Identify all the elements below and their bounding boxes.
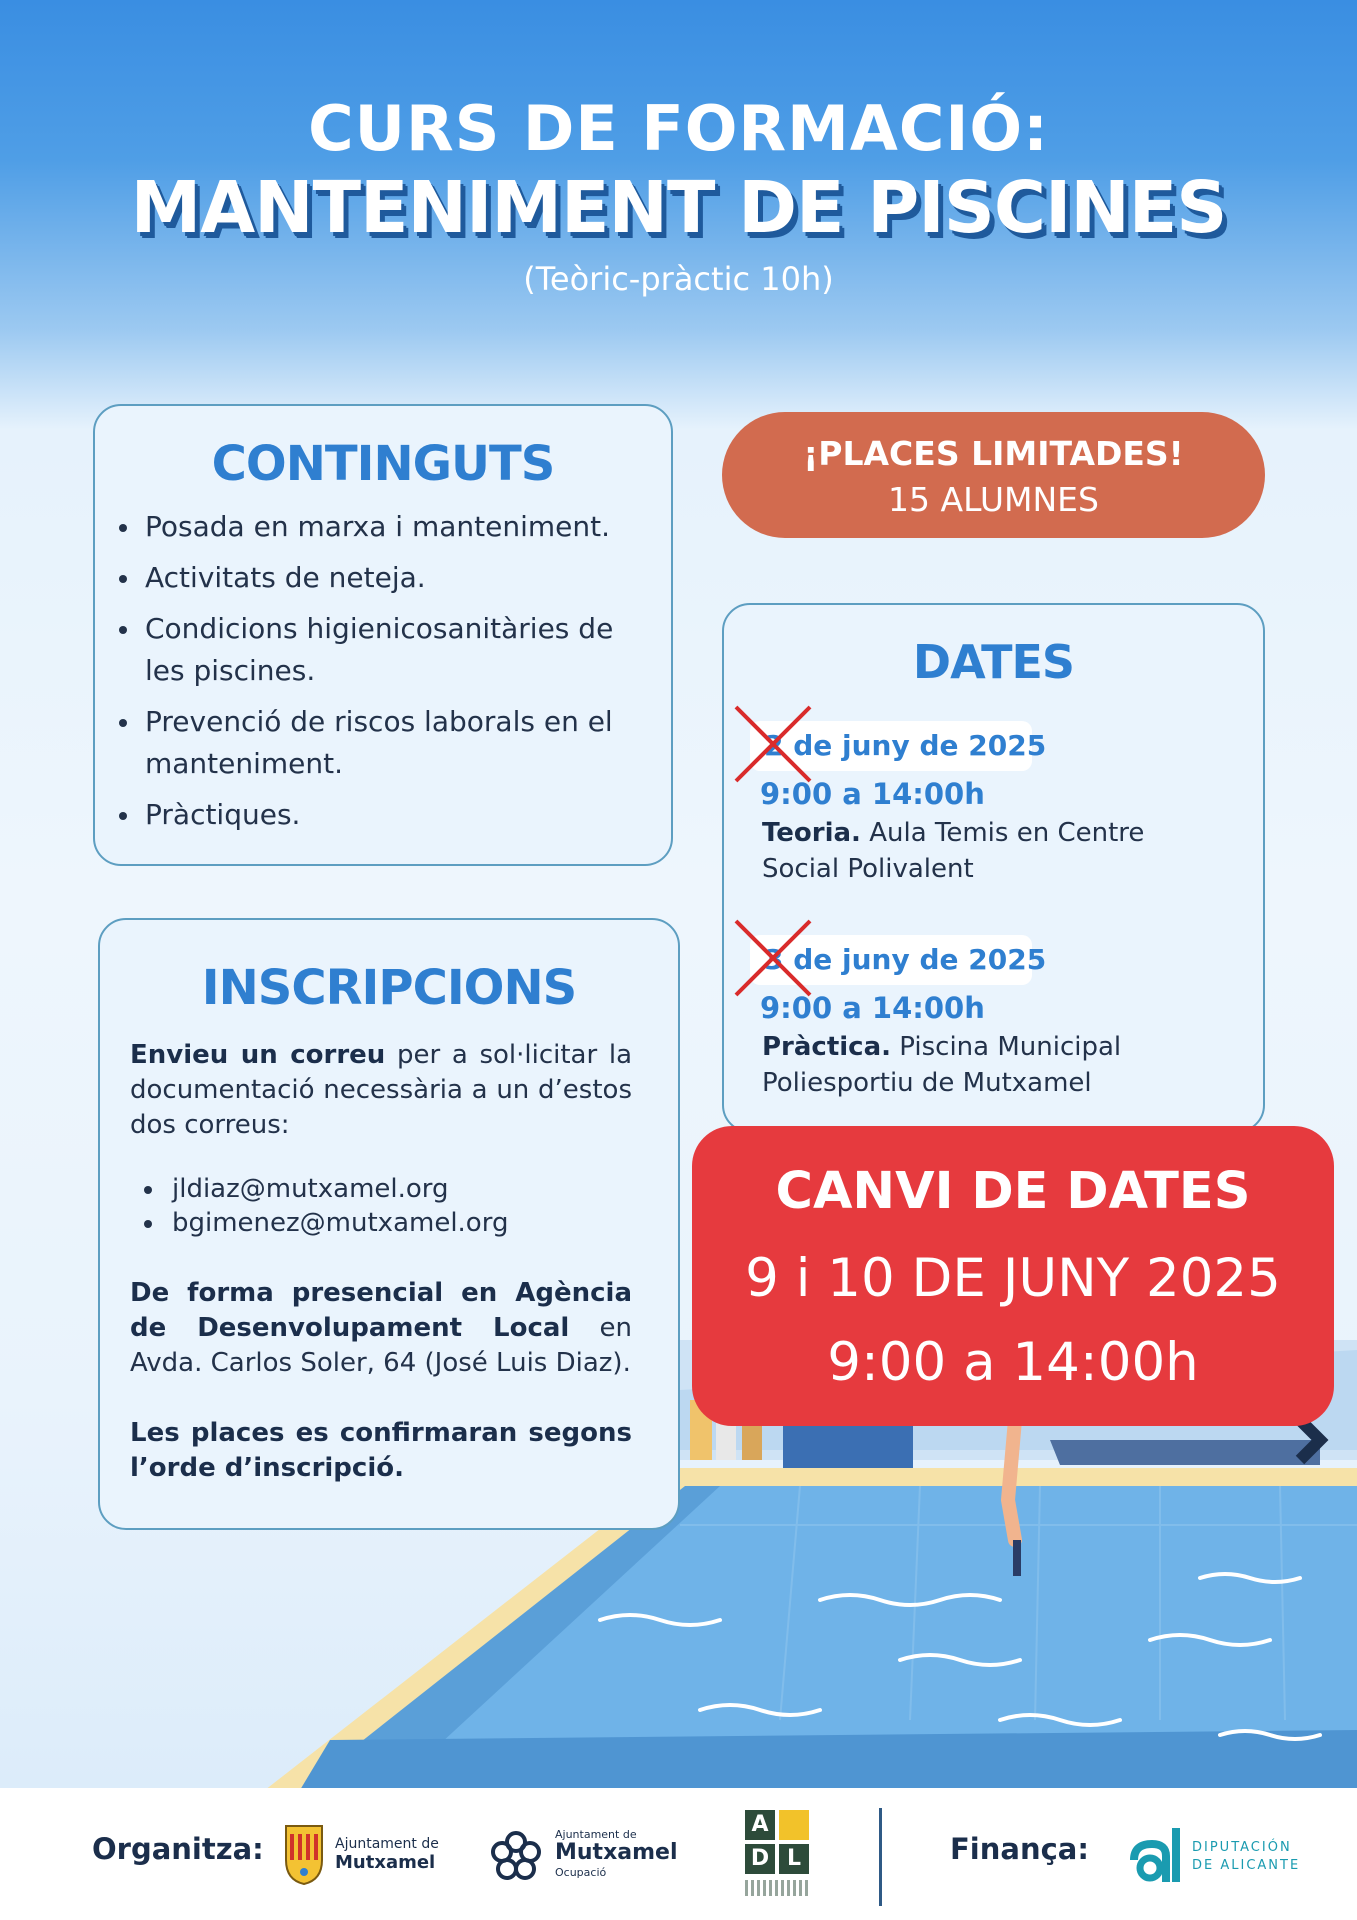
list-item: Condicions higienicosanitàries de les piscines. [117, 608, 637, 692]
email-list [140, 1172, 508, 1240]
logo-ajuntament-line1: Ajuntament de [335, 1836, 439, 1852]
date-change-banner [692, 1126, 1334, 1426]
dates-panel [722, 603, 1265, 1133]
logo-ocupacio-line2: Mutxamel [555, 1840, 678, 1865]
strikeout-cross-icon [730, 915, 816, 1001]
strikeout-cross-icon [730, 701, 816, 787]
organizer-label: Organitza: [92, 1832, 264, 1866]
limited-places-label: ¡PLACES LIMITADES! [803, 434, 1184, 473]
diputacion-line1: DIPUTACIÓN [1192, 1840, 1292, 1855]
session1-place: Aula Temis en Centre Social Polivalent [762, 818, 1145, 884]
registration-presencial-bold: De forma presencial en Agència de Desenvolupament Local [130, 1278, 632, 1343]
adl-letter: A [745, 1810, 775, 1840]
list-item: Pràctiques. [117, 794, 637, 836]
session1-type: Teoria. [762, 818, 861, 848]
adl-logo [745, 1810, 811, 1900]
new-time: 9:00 a 14:00h [827, 1332, 1199, 1393]
contents-title: CONTINGUTS [211, 436, 555, 492]
session1-time: 9:00 a 14:00h [760, 777, 985, 811]
contents-panel [93, 404, 673, 866]
footer [0, 1788, 1357, 1920]
logo-ajuntament-line2: Mutxamel [335, 1852, 436, 1873]
session1-date: 2 de juny de 2025 [764, 729, 1047, 762]
contents-list [117, 506, 637, 845]
course-duration: (Teòric-pràctic 10h) [523, 260, 834, 298]
list-item: Prevenció de riscos laborals en el manteniment. [117, 701, 637, 785]
footer-divider [879, 1808, 882, 1906]
dates-title: DATES [912, 635, 1075, 689]
logo-ocupacio-line3: Ocupació [555, 1866, 607, 1879]
registration-panel [98, 918, 680, 1530]
adl-caption-decoration [745, 1880, 809, 1896]
course-title: MANTENIMENT DE PISCINES [130, 166, 1227, 249]
registration-presencial [130, 1276, 632, 1381]
list-item: Activitats de neteja. [117, 557, 637, 599]
session2-date: 3 de juny de 2025 [764, 943, 1047, 976]
adl-letter: D [745, 1844, 775, 1874]
date-change-title: CANVI DE DATES [775, 1162, 1251, 1221]
registration-note: Les places es confirmaran segons l’orde d’inscripció. [130, 1418, 632, 1483]
session2-place: Piscina Municipal Poliesportiu de Mutxamel [762, 1032, 1122, 1098]
registration-intro-bold: Envieu un correu [130, 1040, 386, 1070]
email-link[interactable]: bgimenez@mutxamel.org [140, 1206, 508, 1240]
mutxamel-coat-of-arms-icon [282, 1822, 326, 1886]
limited-places-badge [722, 412, 1265, 538]
diputacion-logo-icon [1128, 1824, 1184, 1886]
adl-shield-icon [779, 1810, 809, 1840]
ocupacio-flower-icon [490, 1830, 542, 1882]
diputacion-line2: DE ALICANTE [1192, 1858, 1301, 1873]
registration-intro [130, 1038, 632, 1143]
course-label: CURS DE FORMACIÓ: [308, 92, 1049, 165]
new-dates: 9 i 10 DE JUNY 2025 [745, 1248, 1281, 1309]
funder-label: Finança: [950, 1832, 1089, 1866]
session1-location [762, 815, 1222, 887]
adl-letter: L [779, 1844, 809, 1874]
students-count: 15 ALUMNES [888, 480, 1099, 519]
list-item: Posada en marxa i manteniment. [117, 506, 637, 548]
registration-address: en Avda. Carlos Soler, 64 (José Luis Diaz). [130, 1313, 632, 1378]
session2-location [762, 1029, 1222, 1101]
registration-intro-rest: per a sol·licitar la documentació necessària a un d’estos dos correus: [130, 1040, 633, 1140]
registration-title: INSCRIPCIONS [201, 960, 577, 1016]
email-link[interactable]: jldiaz@mutxamel.org [140, 1172, 508, 1206]
logo-ocupacio-line1: Ajuntament de [555, 1828, 637, 1841]
session2-time: 9:00 a 14:00h [760, 991, 985, 1025]
session2-type: Pràctica. [762, 1032, 892, 1062]
